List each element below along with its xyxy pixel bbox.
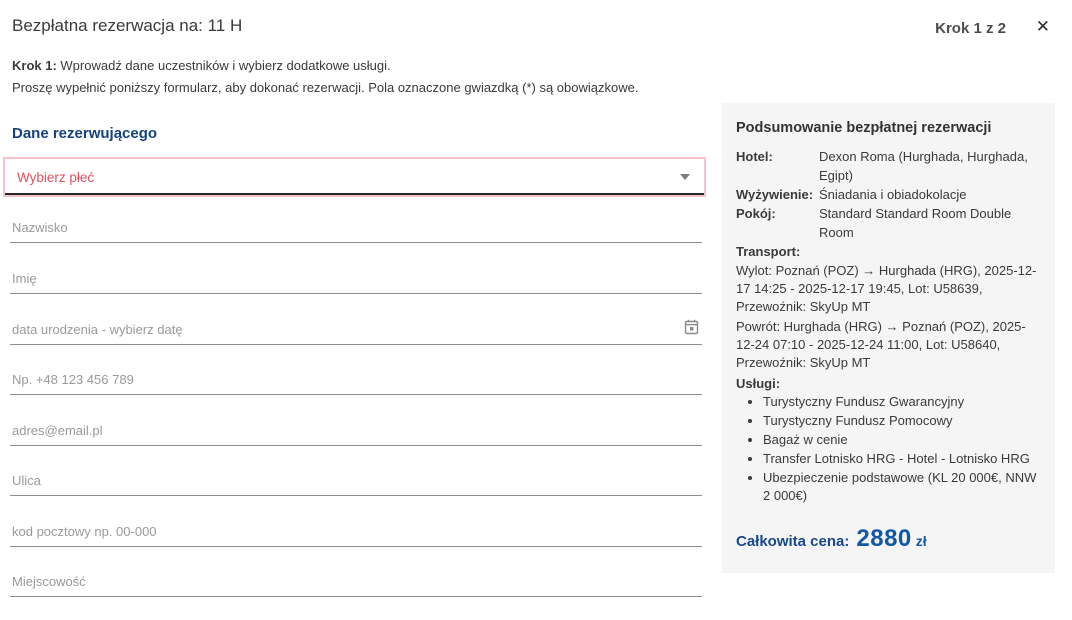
summary-row-board [736, 185, 1040, 204]
room-value: Standard Standard Room Double Room [819, 206, 1012, 240]
transport-label: Transport: [736, 244, 801, 259]
gender-select[interactable] [3, 157, 706, 197]
close-icon[interactable]: ✕ [1035, 17, 1050, 36]
postal-code-input[interactable] [10, 517, 702, 547]
step-indicator: Krok 1 z 2 [935, 20, 1006, 37]
gender-select-inner [5, 159, 704, 195]
services-label: Usługi: [736, 376, 781, 391]
street-input[interactable] [10, 466, 702, 496]
room-label: Pokój: [736, 206, 776, 221]
last-name-input[interactable] [10, 213, 702, 243]
birth-date-input[interactable] [10, 315, 676, 345]
city-input[interactable] [10, 567, 702, 597]
board-value: Śniadania i obiadokolacje [819, 187, 967, 202]
total-price-value: 2880 [856, 525, 912, 552]
email-input[interactable] [10, 416, 702, 446]
service-item: • Turystyczny Fundusz Gwarancyjny [763, 393, 1040, 411]
step-instruction-label: Krok 1: [12, 58, 57, 73]
phone-input[interactable] [10, 365, 702, 395]
service-item: • Ubezpieczenie podstawowe (KL 20 000€, NNW 2 000€) [763, 469, 1040, 505]
calendar-icon[interactable] [684, 319, 699, 340]
total-price-currency: zł [915, 533, 927, 549]
first-name-input[interactable] [10, 264, 702, 294]
board-label: Wyżywienie: [736, 187, 814, 202]
service-item: • Bagaż w cenie [763, 431, 1040, 449]
service-item: • Transfer Lotnisko HRG - Hotel - Lotnisko HRG [763, 450, 1040, 468]
outbound-flight: Wylot: Poznań (POZ) → Hurghada (HRG), 2025-12-17 14:25 - 2025-12-17 19:45, Lot: U58639, Przewoźnik: SkyUp MT [736, 263, 1037, 314]
hotel-label: Hotel: [736, 149, 773, 164]
birth-date-underline-extension [676, 344, 702, 345]
services-list [736, 393, 1040, 505]
reservation-summary-panel [722, 103, 1055, 573]
total-price-label: Całkowita cena: [736, 533, 850, 550]
return-flight: Powrót: Hurghada (HRG) → Poznań (POZ), 2025-12-24 07:10 - 2025-12-24 11:00, Lot: U58640, Przewoźnik: SkyUp MT [736, 319, 1026, 370]
section-title-booker-data: Dane rezerwującego [12, 125, 158, 142]
chevron-down-icon [680, 174, 690, 180]
step-instruction [12, 58, 391, 73]
total-price-line [736, 525, 1040, 553]
summary-row-room [736, 204, 1040, 242]
page-title: Bezpłatna rezerwacja na: 11 H [12, 16, 243, 35]
gender-select-value: Wybierz płeć [17, 169, 95, 185]
summary-row-hotel [736, 147, 1040, 185]
summary-title: Podsumowanie bezpłatnej rezerwacji [736, 120, 992, 136]
step-instruction-text: Wprowadź dane uczestników i wybierz dodatkowe usługi. [56, 58, 391, 73]
service-item: • Turystyczny Fundusz Pomocowy [763, 412, 1040, 430]
hotel-value: Dexon Roma (Hurghada, Hurghada, Egipt) [819, 149, 1028, 183]
form-note: Proszę wypełnić poniższy formularz, aby dokonać rezerwacji. Pola oznaczone gwiazdką (*) są obowiązkowe. [12, 80, 639, 95]
